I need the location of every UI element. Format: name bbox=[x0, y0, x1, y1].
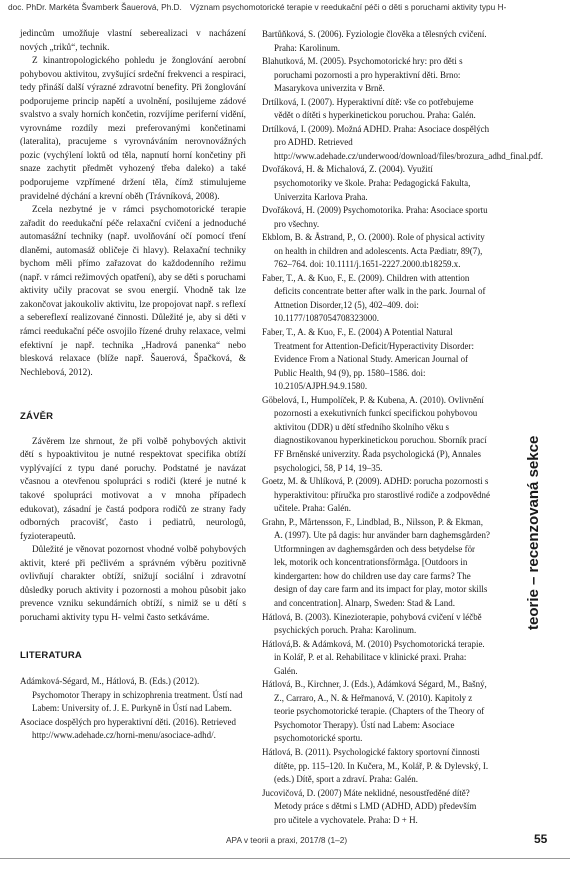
reference-item: Göbelová, I., Humpolíček, P. & Kubena, A. (2010). Ovlivnění pozornosti a exekutivních funkcí specifickou pohybovou aktivitou (DDR) u dětí středního školního věku s diagnostikovanou hyperkinetickou poruchou. Sborník prací FF Brněnské univerzity. Řada psychologická (P), Annales psychologici, 58, P 14, 19–35. bbox=[262, 394, 487, 473]
body-paragraph: Zcela nezbytné je v rámci psychomotorické terapie zařadit do reedukační péče relaxační cvičení a jednoduché automasážní techniky (např. uvolňování očí pomocí tření dlaněmi, automasáž obličeje či hlavy). Relaxační techniky bychom měli přímo zařazovat do každodenního režimu (např. v rámci režimových opatření), aby se děti s poruchami aktivity učily pracovat se svou energií. Vhodně tak lze zakončovat jakoukoliv aktivitu, lze propojovat např. s reflexí a sebereflexí realizované činnosti. Důležité je, aby si děti v rámci reedukační péče osvojilo řízené druhy relaxace, velmi efektivní je např. technika „Hadrová panenka“ nebo blesková relaxace (blíže např. Šauerová, Špačková, & Nechlebová, 2012). bbox=[20, 205, 246, 378]
reference-item: Dvořáková, H. (2009) Psychomotorika. Praha: Asociace sportu pro všechny. bbox=[262, 205, 488, 229]
reference-item: Faber, T., A. & Kuo, F., E. (2009). Children with attention deficits concentrate better after walk in the park. Journal of Attnetion Disorder,12 (5), 402–409. doi: 10.1177/1087054708323000. bbox=[262, 272, 486, 324]
header-author: doc. PhDr. Markéta Švamberk Šauerová, Ph.D. bbox=[8, 2, 182, 12]
reference-item: Hátlová, B. (2003). Kinezioterapie, pohybová cvičení v léčbě psychických poruch. Praha: Karolinum. bbox=[262, 611, 482, 636]
page-number: 55 bbox=[534, 832, 548, 846]
conclusion-paragraph: Důležité je věnovat pozornost vhodné volbě pohybových aktivit, které při pečlivém a správném výběru pozitivně ovlivňují charakter obtíží, snižují sociální i zdravotní důsledky poruch aktivity i pozornosti a mohou působit jako prevence vzniku sekundárních obtíží, s nimiž se u dětí s poruchami aktivity typu H- velmi často setkáváme. bbox=[20, 545, 246, 623]
reference-item: Blahutková, M. (2005). Psychomotorické hry: pro děti s poruchami pozornosti a pro hyperaktivní děti. Brno: Masarykova univerzita v Brně. bbox=[262, 56, 463, 94]
reference-item: Jucovičová, D. (2007) Máte neklidné, nesoustředěné dítě? Metody práce s dětmi s LMD (ADHD, ADD) především pro učitele a vychovatele. Praha: D + H. bbox=[262, 787, 477, 825]
reference-item: Goetz, M. & Uhlíková, P. (2009). ADHD: porucha pozornosti s hyperaktivitou: příručka pro starostlivé rodiče a zodpovědné učitele. Praha: Galén. bbox=[262, 476, 490, 514]
body-paragraph: Z kinantropologického pohledu je žonglování aerobní pohybovou aktivitou, zvyšující srdeční frekvenci a respiraci, tedy přináší další výrazné zdravotní benefity. Při žonglování podporujeme princip napětí a uvolnění, posilujeme zádové svalstvo a svaly horních končetin, rozvíjíme periferní vidění, vyrovnáme rozdíly mezi preferovanými končetinami (lateralita), pracujeme s vyrovnáváním nerovnovážných pozic (vychýlení loktů od těla, napnutí horní končetiny při snaze zachytit předmět vyhozený třeba daleko) a také podporujeme vzpřímené držení těla, čímž stimulujeme pravidelné dýchání a krevní oběh (Trávníková, 2008). bbox=[20, 56, 246, 202]
section-side-label bbox=[512, 330, 552, 630]
reference-item: Asociace dospělých pro hyperaktivní děti. (2016). Retrieved http://www.adehade.cz/horni-menu/asociace-adhd/. bbox=[20, 716, 236, 741]
left-column bbox=[20, 28, 246, 743]
reference-item: Grahn, P., Mårtensson, F., Lindblad, B., Nilsson, P. & Ekman, A. (1997). Ute på dagis: hur använder barn daghemsgården? Utformningen av daghemsgården och dess betydelse för lek, motorik och koncentrationsförmåga. [Outdoors in kindergarten: how do children use day care farms? The design of day care farm and its impact for play, motor skills and concentration]. Alnarp, Sweden: Stad & Land. bbox=[262, 516, 490, 608]
footer-journal: APA v teorii a praxi, 2017/8 (1–2) bbox=[226, 835, 348, 845]
running-header bbox=[8, 2, 520, 16]
header-title: Význam psychomotorické terapie v reedukační péči o děti s poruchami aktivity typu H- bbox=[190, 2, 507, 12]
footer-divider bbox=[0, 858, 570, 859]
reference-item: Ekblom, B. & Åstrand, P., O. (2000). Role of physical activity on health in children and adolescents. Acta Pædiatr, 89(7), 762–764. doi: 10.1111/j.1651-2227.2000.tb18259.x. bbox=[262, 232, 485, 270]
section-title-literature: LITERATURA bbox=[20, 650, 82, 662]
reference-item: Hátlová, B., Kirchner, J. (Eds.), Adámková Ségard, M., Bašný, Z., Carraro, A., N. & Heřmanová, V. (2010). Kapitoly z teorie psychomotorické terapie. (Chapters of the Theory of Psychomotor Therapy). Ústí nad Labem: Asociace psychomotorické sportu. bbox=[262, 679, 487, 744]
reference-item: Drtílková, I. (2009). Možná ADHD. Praha: Asociace dospělých pro ADHD. Retrieved http://www.adehade.cz/underwood/download/files/brozura_adhd_final.pdf. bbox=[262, 123, 543, 161]
reference-item: Drtílková, I. (2007). Hyperaktivní dítě: vše co potřebujeme vědět o dítěti s hyperkinetickou poruchou. Praha: Galén. bbox=[262, 96, 476, 121]
conclusion-paragraph: Závěrem lze shrnout, že při volbě pohybových aktivit dětí s hypoaktivitou je nutné respektovat specifika obtíží vyplývající z typu dané poruchy. Podstatné je navázat včasnou a otevřenou spolupráci s rodiči (které je nutné k takové spolupráci motivovat a v mnoha případech edukovat), zásadní je častá podpora rodičů ze strany řady odborných pracovišť, často i pediatrů, neurologů, fyzioterapeutů. bbox=[20, 436, 246, 542]
side-label-svg bbox=[512, 330, 552, 630]
side-label-text: teorie – recenzovaná sekce bbox=[525, 435, 542, 630]
reference-item: Adámková-Ségard, M., Hátlová, B. (Eds.) (2012). Psychomotor Therapy in schizophrenia treatment. Ústí nad Labem: University of. J. E. Purkyně in Ústí nad Labem. bbox=[20, 675, 243, 714]
reference-item: Faber, T., A. & Kuo, F., E. (2004) A Potential Natural Treatment for Attention-Deficit/Hyperactivity Disorder: Evidence From a National Study. American Journal of Public Health, 94 (9), pp. 1580–1586. doi: 10.2105/AJPH.94.9.1580. bbox=[262, 327, 474, 392]
reference-item: Dvořáková, H. & Michalová, Z. (2004). Využití psychomotoriky ve škole. Praha: Pedagogická Fakulta, Univerzita Karlova Praha. bbox=[262, 164, 471, 202]
reference-item: Hátlová,B. & Adámková, M. (2010) Psychomotorická terapie. in Kolář, P. et al. Rehabilitace v klinické praxi. Praha: Galén. bbox=[262, 638, 485, 676]
reference-item: Hátlová, B. (2011). Psychologické faktory sportovní činnosti dítěte, pp. 115–120. In Kučera, M., Kolář, P. & Dylevský, I. (eds.) Dítě, sport a zdraví. Praha: Galén. bbox=[262, 746, 489, 785]
reference-item: Bartůňková, S. (2006). Fyziologie člověka a tělesných cvičení. Praha: Karolinum. bbox=[262, 29, 487, 53]
body-paragraph: jedincům umožňuje vlastní seberealizaci v nacházení nových „triků“, technik. bbox=[20, 29, 246, 53]
section-title-conclusion: ZÁVĚR bbox=[20, 411, 54, 423]
